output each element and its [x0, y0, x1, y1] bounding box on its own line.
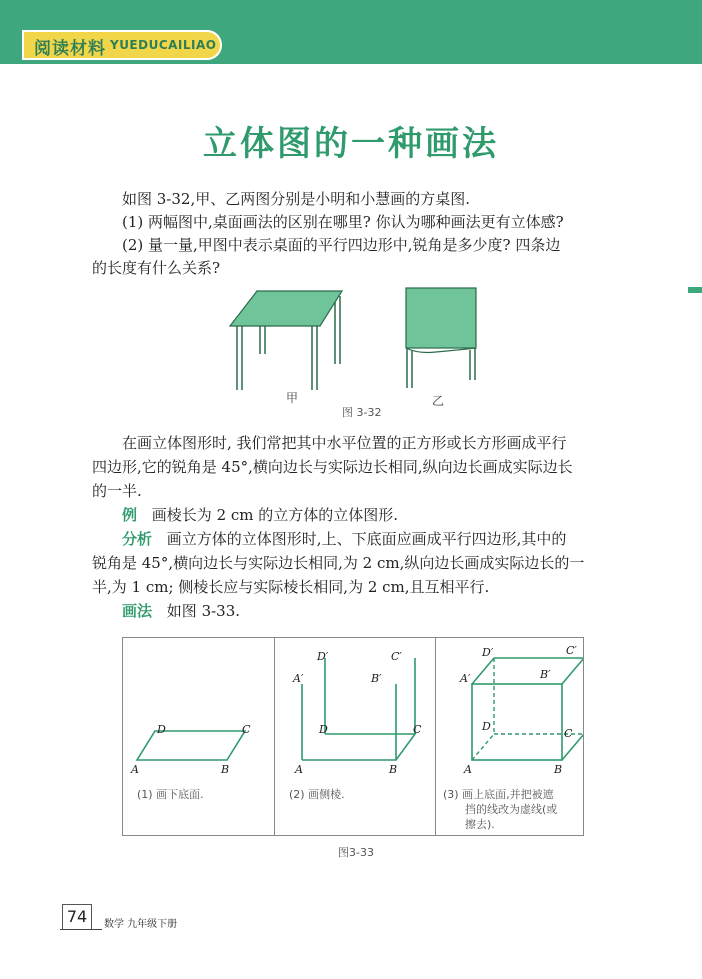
panel-3-drawing: [436, 638, 583, 788]
figure-3-32-caption: 图 3-32: [342, 406, 382, 419]
page-number: 74: [62, 904, 92, 930]
page-title: 立体图的一种画法: [203, 124, 499, 164]
figure-3-32-drawing: [222, 284, 492, 396]
vertex-label: A: [464, 763, 472, 776]
intro-line-3: (2) 量一量,甲图中表示桌面的平行四边形中,锐角是多少度? 四条边: [122, 236, 561, 254]
body-line-2: 四边形,它的锐角是 45°,横向边长与实际边长相同,纵向边长画成实际边长: [92, 458, 573, 476]
example-text: 画棱长为 2 cm 的立方体的立体图形.: [151, 506, 399, 524]
vertex-label: C: [242, 723, 251, 736]
vertex-label: A: [131, 763, 139, 776]
vertex-label: A′: [293, 672, 304, 685]
vertex-label: B: [554, 763, 563, 776]
figure-3-32-label-a: 甲: [286, 391, 299, 405]
method-text: 如图 3-33.: [166, 602, 241, 620]
figure-3-33-box: [122, 637, 584, 836]
side-tab-marker: [688, 287, 702, 293]
table-a-drawing: [230, 291, 342, 390]
vertex-label: A′: [460, 672, 471, 685]
vertex-label: B′: [540, 668, 551, 681]
footer-subject: 数学 九年级下册: [104, 919, 178, 930]
body-line-1: 在画立体图形时, 我们常把其中水平位置的正方形或长方形画成平行: [122, 434, 567, 452]
footer-line: [60, 929, 102, 930]
figure-3-33-caption: 图3-33: [338, 846, 374, 859]
panel-2-drawing: [275, 638, 435, 788]
panel-3-caption-line-2: 挡的线改为虚线(或: [465, 803, 558, 816]
analysis-line-1: 画立方体的立体图形时,上、下底面应画成平行四边形,其中的: [166, 530, 567, 548]
panel-3-caption-line-1: (3) 画上底面,并把被遮: [443, 788, 554, 801]
example-label: 例: [122, 506, 138, 524]
badge-en-text: YUEDUCAILIAO: [110, 38, 217, 52]
vertex-label: C′: [566, 644, 577, 657]
panel-1-caption: (1) 画下底面.: [137, 788, 204, 801]
table-b-drawing: [406, 288, 476, 388]
vertex-label: C: [564, 727, 573, 740]
vertex-label: D: [482, 720, 491, 733]
vertex-label: D′: [482, 646, 494, 659]
intro-line-1: 如图 3-32,甲、乙两图分别是小明和小慧画的方桌图.: [122, 190, 471, 208]
figure-3-32-label-b: 乙: [432, 394, 445, 408]
method-paragraph: [122, 600, 240, 623]
vertex-label: C: [413, 723, 422, 736]
vertex-label: D: [319, 723, 328, 736]
badge-cn-text: 阅读材料: [34, 39, 106, 59]
analysis-line-2: 锐角是 45°,横向边长与实际边长相同,为 2 cm,纵向边长画成实际边长的一: [92, 554, 585, 572]
analysis-paragraph: [122, 528, 566, 551]
intro-line-2: (1) 两幅图中,桌面画法的区别在哪里? 你认为哪种画法更有立体感?: [122, 213, 564, 231]
vertex-label: D: [157, 723, 166, 736]
vertex-label: B: [221, 763, 230, 776]
analysis-line-3: 半,为 1 cm; 侧棱长应与实际棱长相同,为 2 cm,且互相平行.: [92, 578, 490, 596]
method-label: 画法: [122, 602, 153, 620]
intro-line-4: 的长度有什么关系?: [92, 259, 221, 277]
section-badge: [22, 30, 222, 60]
body-line-3: 的一半.: [92, 482, 142, 500]
vertex-label: C′: [391, 650, 402, 663]
example-paragraph: [122, 504, 398, 527]
panel-1-drawing: [123, 638, 274, 788]
vertex-label: D′: [317, 650, 329, 663]
vertex-label: A: [295, 763, 303, 776]
panel-3-caption-line-3: 擦去).: [465, 818, 495, 831]
analysis-label: 分析: [122, 530, 153, 548]
vertex-label: B: [389, 763, 398, 776]
panel-2-caption: (2) 画侧棱.: [289, 788, 345, 801]
vertex-label: B′: [371, 672, 382, 685]
